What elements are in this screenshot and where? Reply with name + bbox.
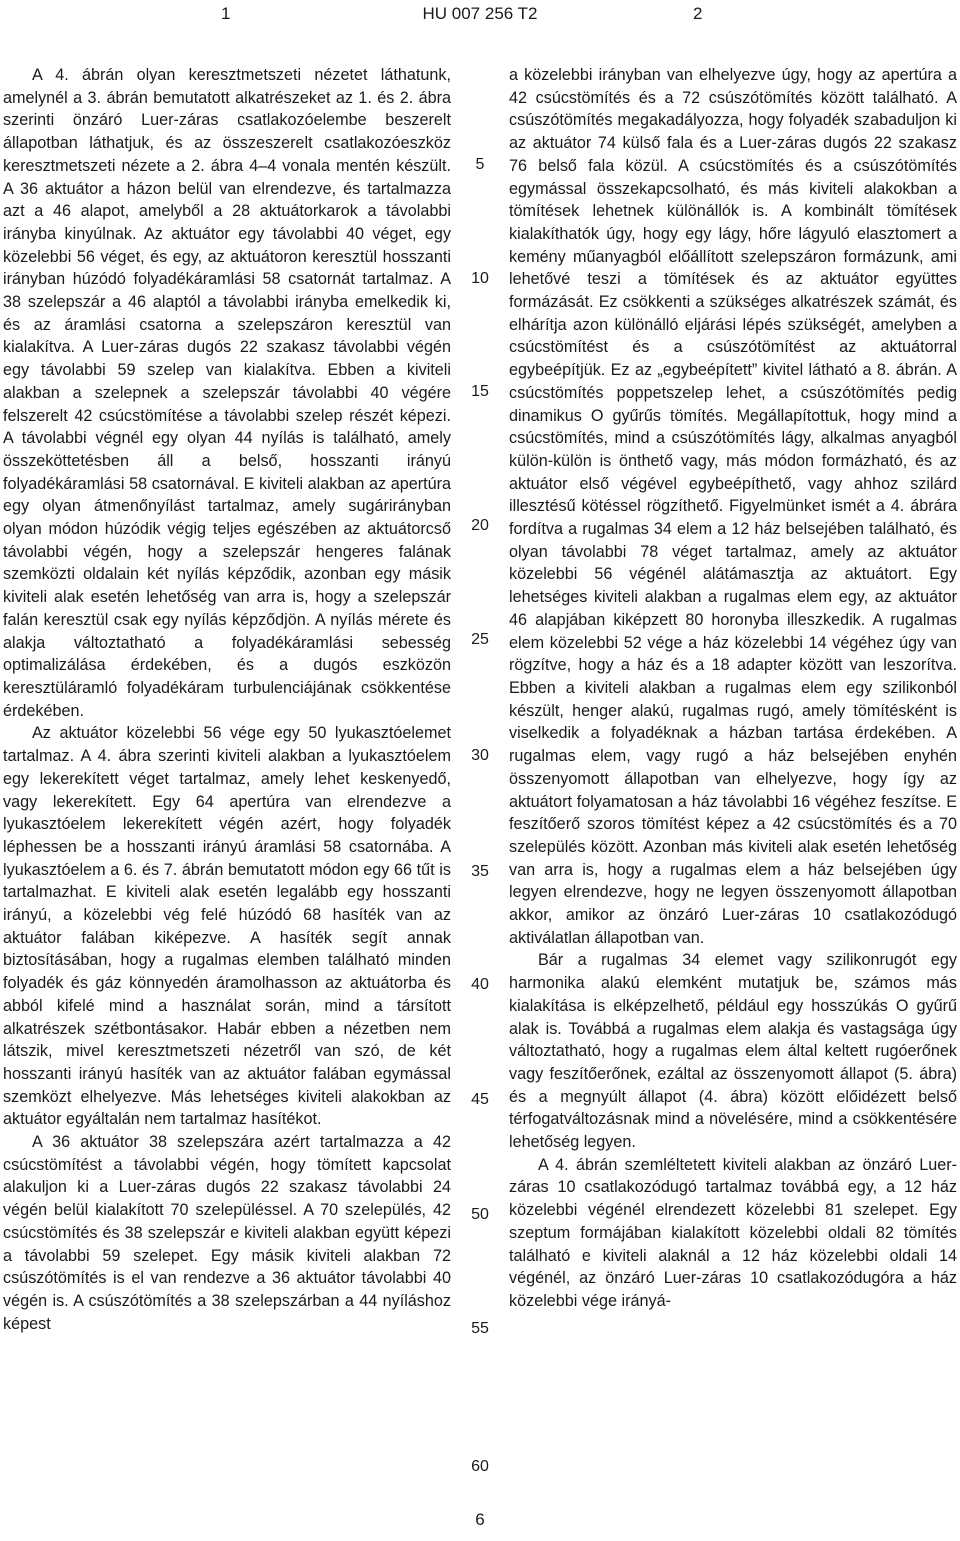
left-text-column: [3, 64, 451, 1335]
line-number: 45: [471, 1091, 489, 1108]
right-page-number: 2: [693, 4, 703, 23]
line-number: 10: [471, 270, 489, 287]
paragraph: Bár a rugalmas 34 elemet vagy szilikonrugót egy harmonika alakú elemként mutatjuk be, számos más kialakítása is elképzelhető, például egy hosszúkás O gyűrű alak is. Továbbá a rugalmas elem alakja és vastagsága úgy változtatható, hogy a rugalmas elem által keltett rugóerőnek vagy feszítőerőnek, ezáltal az összenyomott állapot (5. ábra) és a megnyúlt állapot (4. ábra) között előidézett belső térfogatváltozásnak mind a növelésére, mind a csökkentésére lehetőség legyen.: [509, 951, 957, 1152]
line-number: 55: [471, 1320, 489, 1337]
paragraph: a közelebbi irányban van elhelyezve úgy, hogy az apertúra a 42 csúcstömítés és a 72 csúszótömítés között található. A csúszótömítés megakadályozza, hogy folyadék szabaduljon ki az aktuátor 74 külső fala és a Luer-záras dugós 22 szakasz 76 belső fala közül. A csúcstömítés és a csúszótömítés egymással összekapcsolható, és más kiviteli alakokban a tömítések lehetnek különállók is. A kombinált tömítések kialakíthatók úgy, hogy egy lágy, hőre lágyuló elasztomert a kemény műanyagból előállított szelepszáron formázunk, ami lehetővé teszi a tömítések és az aktuátor együttes formázását. Ez csökkenti a szükséges alkatrészek számát, és elhárítja azon különálló eljárási lépés szükségét, amelyben a csúcstömítést és a csúszótömítést az aktuátorral egybeépítjük. Ez az „egybeépített” kivitel látható a 8. ábrán. A csúcstömítés poppetszelep lehet, a csúszótömítés pedig dinamikus O gyűrűs tömítés. Megállapítottuk, hogy mind a csúcstömítés, mind a csúszótömítés lágy, alkalmas anyagból külön-külön is önthető vagy, más módon formázható, és az aktuátor első végével egybeépíthető, vagy ahhoz szilárd illesztésű kötéssel rögzíthető. Figyelmünket ismét a 4. ábrára fordítva a rugalmas 34 elem a 12 ház belsejében található, és olyan távolabbi 78 véget tartalmaz, amely az aktuátor közelebbi 56 végénél alátámasztja az aktuátort. Egy lehetséges kiviteli alakban a rugalmas elem egy, az aktuátor 46 alapjában kiképzett 80 horonyba illeszkedik. A rugalmas elem közelebbi 52 vége a ház közelebbi 14 végéhez úgy van rögzítve, hogy a ház és a 18 adapter között van leszorítva. Ebben a kiviteli alakban a rugalmas elem egy szilikonból készült, henger alakú, rugalmas rugó, amely tömítésként is viselkedik a folyadéknak a házban tartása érdekében. A rugalmas elem, vagy rugó a ház belsejében enyhén összenyomott állapotban van elhelyezve, hogy így az aktuátort folyamatosan a ház távolabbi 16 végéhez feszítse. E feszítőerő szoros tömítést képez a 42 csúcstömítés és a 70 szelepülés között. Azonban más kiviteli alak esetén lehetőség van arra is, hogy a rugalmas elem a ház belsejében úgy legyen elrendezve, hogy ne legyen összenyomott állapotban akkor, amikor az önzáró Luer-záras 10 csatlakozódugó aktiválatlan állapotban van.: [509, 66, 957, 947]
paragraph: A 4. ábrán olyan keresztmetszeti nézetet láthatunk, amelynél a 3. ábrán bemutatott alkatrészeket az 1. és 2. ábra szerinti önzáró Luer-záras csatlakozóelembe beszerelt állapotban láthatjuk, és az összeszerelt csatlakozóeszköz keresztmetszeti nézete a 2. ábra 4–4 vonala mentén készült. A 36 aktuátor a házon belül van elrendezve, és tartalmazza azt a 46 alapot, amelyből a 28 aktuátorkarok a távolabbi irányba kinyúlnak. Az aktuátor egy távolabbi 40 véget, egy közelebbi 56 véget, és egy, az aktuátoron keresztül hosszanti irányban húzódó folyadékáramlási 58 csatornát tartalmaz. A 38 szelepszár a 46 alaptól a távolabbi irányba emelkedik ki, és az áramlási csatorna a szelepszáron keresztül van kialakítva. A Luer-záras dugós 22 szakasz távolabbi végén egy távolabbi 59 szelep van kialakítva. Ebben a kiviteli alakban a szelepnek a szelepszár távolabbi 40 végére felszerelt 42 csúcstömítése a távolabbi szelep részét képezi. A távolabbi végnél egy olyan 44 nyílás is található, amely összeköttetésben áll a belső, hosszanti irányú folyadékáramlási 58 csatornával. E kiviteli alakban az apertúra egy olyan átmenőnyílást tartalmaz, amely sugárirányban olyan módon húzódik végig teljes egészében az aktuátorcső távolabbi végén, hogy a szelepszár hengeres falának szemközti oldalain két nyílás képződik, azonban egy másik kiviteli alak esetén lehetőség van arra is, hogy a szelepszár falán keresztül csak egy nyílás képződjön. A nyílás mérete és alakja változtatható a folyadékáramlási sebesség optimalizálása érdekében, és a dugós eszközön keresztüláramló folyadékáram turbulenciájának csökkentése érdekében.: [3, 66, 451, 720]
paragraph: A 4. ábrán szemléltetett kiviteli alakban az önzáró Luer-záras 10 csatlakozódugó tartalmaz továbbá egy, a 12 ház közelebbi végénél elrendezett közelebbi 81 szelepet. Egy szeptum formájában kialakított közelebbi oldali 82 tömítés található e kiviteli alaknál a 12 ház közelebbi oldali 14 végénél, az önzáró Luer-záras 10 csatlakozódugóra a ház közelebbi vége irányá-: [509, 1155, 957, 1310]
line-number: 25: [471, 631, 489, 648]
right-text-column: [509, 64, 957, 1313]
page-number: 6: [475, 1510, 485, 1529]
line-number: 30: [471, 747, 489, 764]
line-number: 15: [471, 383, 489, 400]
line-number: 5: [475, 156, 485, 173]
paragraph: Az aktuátor közelebbi 56 vége egy 50 lyukasztóelemet tartalmaz. A 4. ábra szerinti kiviteli alakban a lyukasztóelem egy lekerekített véget tartalmaz, amely lehet keskenyedő, vagy lekerekített. Egy 64 apertúra van elrendezve a lyukasztóelem lekerekített végén azért, hogy folyadék léphessen be a hosszanti irányú áramlási 58 csatornába. A lyukasztóelem a 6. és 7. ábrán bemutatott módon egy 66 tűt is tartalmazhat. E kiviteli alak esetén legalább egy hosszanti irányú, a közelebbi vég felé húzódó 68 hasíték van az aktuátor falában kiképezve. A hasíték segít annak biztosításában, hogy a rugalmas elemben található minden folyadék és gáz könnyedén áramolhasson az aktuátorba és abból kifelé mind a használat során, mind a társított alkatrészek szétbontásakor. Habár ebben a nézetben nem látszik, mivel keresztmetszeti nézetről van szó, de két hosszanti irányú hasíték van az aktuátor falában egymással szemközt elhelyezve. Más lehetséges kiviteli alakokban az aktuátor egyáltalán nem tartalmaz hasítékot.: [3, 724, 451, 1129]
line-number: 60: [471, 1458, 489, 1475]
line-number: 40: [471, 976, 489, 993]
paragraph: A 36 aktuátor 38 szelepszára azért tartalmazza a 42 csúcstömítést a távolabbi végén, hogy tömített kapcsolat alakuljon ki a Luer-záras dugós 22 szakasz távolabbi 24 végén belül kialakított 70 szelepüléssel. A 70 szelepülés, 42 csúcstömítés és 38 szelepszár e kiviteli alakban együtt képezi a távolabbi 59 szelepet. Egy másik kiviteli alakban 72 csúszótömítés is el van rendezve a 36 aktuátor távolabbi 40 végén is. A csúszótömítés a 38 szelepszárban a 44 nyíláshoz képest: [3, 1133, 451, 1333]
line-number: 50: [471, 1206, 489, 1223]
document-id: HU 007 256 T2: [422, 4, 538, 23]
line-number: 20: [471, 517, 489, 534]
left-page-number: 1: [221, 4, 231, 23]
line-number: 35: [471, 863, 489, 880]
